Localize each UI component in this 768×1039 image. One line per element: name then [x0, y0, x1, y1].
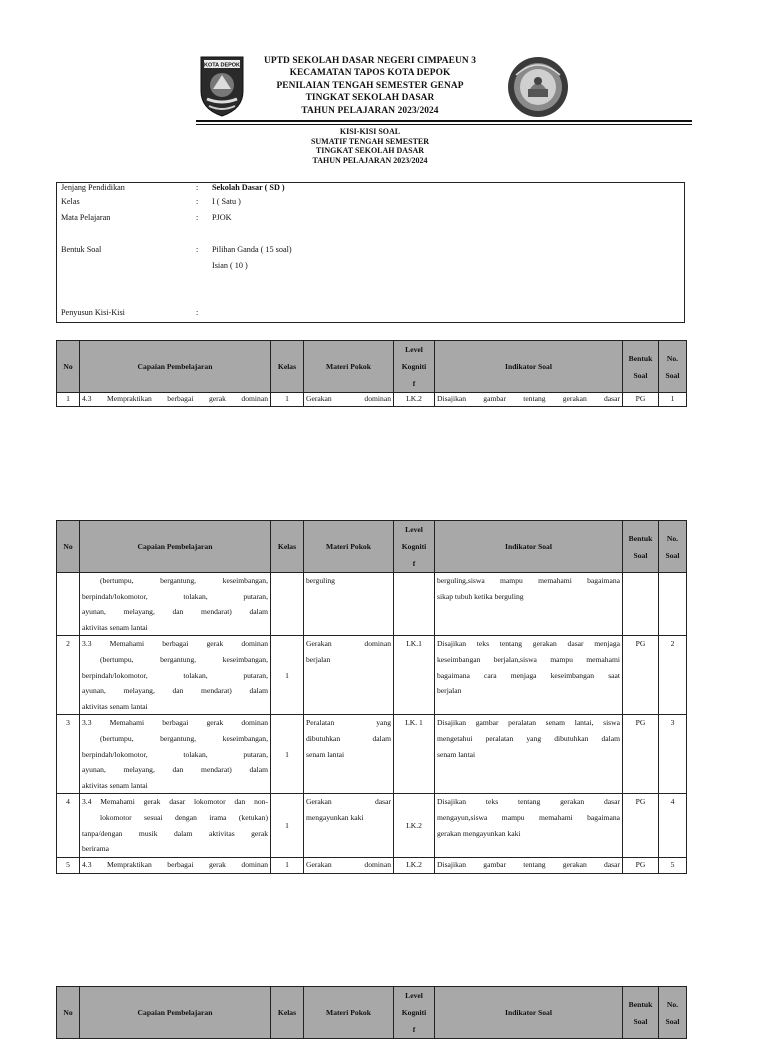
- table-row: [57, 794, 687, 858]
- col-header-materi: Materi Pokok: [304, 341, 394, 393]
- cell-kelas: [271, 573, 304, 636]
- header-line: Kogniti: [401, 542, 427, 551]
- cell-line: 3.3 Memahami berbagai gerak dominan: [82, 718, 268, 728]
- header-line: Soal: [665, 550, 680, 560]
- cell-line: 4.3 Mempraktikan berbagai gerak dominan: [82, 860, 268, 870]
- cell-line: (bertumpu, bergantung, keseimbangan,: [100, 733, 268, 743]
- cell-line: mengayunkan kaki: [306, 812, 364, 822]
- info-label: Mata Pelajaran: [61, 213, 111, 222]
- cell-bentuk: PG: [623, 636, 659, 715]
- cell-line: (bertumpu, bergantung, keseimbangan,: [100, 654, 268, 664]
- cell-bentuk: PG: [623, 715, 659, 794]
- cell-no: 5: [57, 858, 80, 874]
- col-header-bentuk: [623, 341, 659, 393]
- header-line: Level: [405, 345, 423, 354]
- col-header-capaian: Capaian Pembelajaran: [80, 521, 271, 573]
- header-line: Kogniti: [401, 1008, 427, 1017]
- school-header: [245, 55, 495, 117]
- cell-kelas: 1: [271, 636, 304, 715]
- cell-nosoal: 2: [659, 636, 687, 715]
- header-line: No.: [666, 353, 679, 363]
- cell-indikator: [435, 715, 623, 794]
- cell-line: berguling: [306, 576, 335, 585]
- info-value: Pilihan Ganda ( 15 soal): [212, 245, 292, 254]
- cell-indikator: [435, 794, 623, 858]
- cell-bentuk: PG: [623, 393, 659, 407]
- col-header-indikator: Indikator Soal: [435, 521, 623, 573]
- table-row: [57, 393, 687, 407]
- cell-line: Disajikan teks tentang gerakan dasar menjaga: [437, 639, 620, 649]
- title-line: TAHUN PELAJARAN 2023/2024: [312, 155, 428, 165]
- cell-indikator: [435, 393, 623, 407]
- cell-no: 3: [57, 715, 80, 794]
- cell-line: berpindah/lokomotor, tolakan, putaran,: [82, 591, 268, 601]
- cell-kelas: 1: [271, 393, 304, 407]
- info-label: Jenjang Pendidikan: [61, 183, 125, 192]
- cell-kelas: 1: [271, 794, 304, 858]
- info-label: Penyusun Kisi-Kisi: [61, 308, 125, 317]
- cell-level: LK. 1: [394, 715, 435, 794]
- document-title: [200, 127, 540, 165]
- col-header-capaian: Capaian Pembelajaran: [80, 341, 271, 393]
- cell-line: berirama: [82, 844, 109, 854]
- title-line: SUMATIF TENGAH SEMESTER: [310, 136, 430, 146]
- cell-line: Peralatan yang: [306, 718, 391, 728]
- school-line: UPTD SEKOLAH DASAR NEGERI CIMPAEUN 3: [263, 56, 477, 66]
- cell-line: tanpa/dengan musik dalam aktivitas gerak: [82, 828, 268, 838]
- school-line: PENILAIAN TENGAH SEMESTER GENAP: [276, 80, 464, 91]
- col-header-capaian: Capaian Pembelajaran: [80, 987, 271, 1039]
- cell-line: berguling,siswa mampu memahami bagaimana: [437, 576, 620, 585]
- cell-line: keseimbangan berjalan,siswa mampu memahami: [437, 654, 620, 664]
- header-line: Kogniti: [401, 362, 427, 371]
- school-line: KECAMATAN TAPOS KOTA DEPOK: [289, 68, 451, 79]
- cell-line: ayunan, melayang, dan mendarat) dalam: [82, 607, 268, 617]
- header-line: Soal: [665, 370, 680, 380]
- info-label: Kelas: [61, 197, 80, 206]
- info-colon: :: [196, 213, 199, 222]
- cell-line: berjalan: [306, 654, 331, 664]
- header-line: Level: [405, 991, 423, 1000]
- cell-bentuk: PG: [623, 794, 659, 858]
- info-value: Sekolah Dasar ( SD ): [212, 183, 285, 192]
- cell-no: 1: [57, 393, 80, 407]
- header-line: Bentuk: [628, 533, 653, 543]
- cell-bentuk: [623, 573, 659, 636]
- cell-no: [57, 573, 80, 636]
- cell-level: LK.2: [394, 794, 435, 858]
- header-line: Bentuk: [628, 999, 653, 1009]
- col-header-level: [394, 341, 435, 393]
- cell-line: 4.3 Mempraktikan berbagai gerak dominan: [82, 394, 268, 403]
- cell-line: mengayun,siswa mampu memahami bagaimana: [437, 812, 620, 822]
- cell-line: Gerakan dominan: [306, 639, 391, 649]
- cell-capaian: [80, 636, 271, 715]
- cell-no: 4: [57, 794, 80, 858]
- kisi-table-2: [56, 520, 687, 874]
- col-header-level: [394, 987, 435, 1039]
- cell-materi: [304, 573, 394, 636]
- header-line: f: [412, 379, 416, 388]
- cell-nosoal: 3: [659, 715, 687, 794]
- col-header-level: [394, 521, 435, 573]
- title-line: KISI-KISI SOAL: [339, 127, 401, 136]
- cell-line: ayunan, melayang, dan mendarat) dalam: [82, 686, 268, 696]
- table-header-row: [57, 521, 687, 573]
- cell-line: berjalan: [437, 686, 462, 696]
- title-line: TINGKAT SEKOLAH DASAR: [315, 146, 425, 155]
- info-value: PJOK: [212, 213, 232, 222]
- cell-indikator: [435, 573, 623, 636]
- cell-nosoal: 4: [659, 794, 687, 858]
- header-rule-thick: [196, 120, 692, 122]
- col-header-no: No: [57, 341, 80, 393]
- school-line: TAHUN PELAJARAN 2023/2024: [301, 105, 439, 116]
- school-emblem-logo: [506, 55, 570, 119]
- cell-line: aktivitas senam lantai: [82, 780, 148, 790]
- cell-line: Disajikan gambar tentang gerakan dasar: [437, 860, 620, 870]
- cell-no: 2: [57, 636, 80, 715]
- info-box: [56, 182, 685, 323]
- header-line: Bentuk: [628, 353, 653, 363]
- table-row: [57, 858, 687, 874]
- cell-line: Gerakan dominan: [306, 860, 391, 870]
- cell-line: (bertumpu, bergantung, keseimbangan,: [100, 576, 268, 585]
- cell-line: Disajikan gambar peralatan senam lantai, siswa: [437, 718, 620, 728]
- cell-indikator: [435, 636, 623, 715]
- cell-line: aktivitas senam lantai: [82, 622, 148, 632]
- header-rule-thin: [196, 124, 692, 125]
- cell-line: ayunan, melayang, dan mendarat) dalam: [82, 765, 268, 775]
- cell-capaian: [80, 573, 271, 636]
- header-line: Level: [405, 525, 423, 534]
- table-row: [57, 715, 687, 794]
- school-line: TINGKAT SEKOLAH DASAR: [305, 93, 435, 104]
- col-header-bentuk: [623, 987, 659, 1039]
- col-header-nosoal: [659, 521, 687, 573]
- info-value: I ( Satu ): [212, 197, 241, 206]
- col-header-no: No: [57, 987, 80, 1039]
- col-header-kelas: Kelas: [271, 521, 304, 573]
- col-header-indikator: Indikator Soal: [435, 987, 623, 1039]
- cell-materi: [304, 393, 394, 407]
- cell-nosoal: 1: [659, 393, 687, 407]
- col-header-materi: Materi Pokok: [304, 521, 394, 573]
- header-line: f: [412, 1025, 416, 1034]
- cell-level: LK.2: [394, 393, 435, 407]
- cell-capaian: [80, 393, 271, 407]
- cell-materi: [304, 858, 394, 874]
- cell-line: berpindah/lokomotor, tolakan, putaran,: [82, 670, 268, 680]
- info-colon: :: [196, 245, 199, 254]
- cell-line: gerakan mengayunkan kaki: [437, 828, 521, 838]
- cell-kelas: 1: [271, 715, 304, 794]
- cell-level: LK.1: [394, 636, 435, 715]
- info-colon: :: [196, 183, 199, 192]
- cell-materi: [304, 794, 394, 858]
- cell-line: Disajikan teks tentang gerakan dasar: [437, 797, 620, 807]
- col-header-no: No: [57, 521, 80, 573]
- table-header-row: [57, 341, 687, 393]
- logo-left-text: KOTA DEPOK: [203, 62, 241, 69]
- cell-line: mengetahui peralatan yang dibutuhkan dalam: [437, 733, 620, 743]
- cell-line: Disajikan gambar tentang gerakan dasar: [437, 394, 620, 403]
- kisi-table-1: [56, 340, 687, 407]
- table-row: [57, 636, 687, 715]
- table-header-row: [57, 987, 687, 1039]
- kota-depok-logo: [199, 55, 245, 117]
- cell-level: LK.2: [394, 858, 435, 874]
- cell-line: dibutuhkan dalam: [306, 733, 391, 743]
- cell-nosoal: [659, 573, 687, 636]
- header-line: f: [412, 559, 416, 568]
- cell-line: berpindah/lokomotor, tolakan, putaran,: [82, 749, 268, 759]
- col-header-kelas: Kelas: [271, 341, 304, 393]
- cell-line: bagaimana cara menjaga keseimbangan saat: [437, 670, 620, 680]
- header-line: Soal: [665, 1016, 680, 1026]
- cell-capaian: [80, 794, 271, 858]
- cell-line: 3.4 Memahami gerak dasar lokomotor dan non-: [82, 797, 268, 807]
- cell-line: Gerakan dasar: [306, 797, 391, 807]
- col-header-kelas: Kelas: [271, 987, 304, 1039]
- info-colon: :: [196, 197, 199, 206]
- kisi-table-3: [56, 986, 687, 1039]
- col-header-nosoal: [659, 341, 687, 393]
- col-header-indikator: Indikator Soal: [435, 341, 623, 393]
- col-header-materi: Materi Pokok: [304, 987, 394, 1039]
- info-value: Isian ( 10 ): [212, 261, 248, 270]
- cell-kelas: 1: [271, 858, 304, 874]
- cell-line: 3.3 Memahami berbagai gerak dominan: [82, 639, 268, 649]
- cell-line: lokomotor sesuai dengan irama (ketukan): [100, 812, 268, 822]
- cell-indikator: [435, 858, 623, 874]
- table-row-continued: [57, 573, 687, 636]
- cell-level: [394, 573, 435, 636]
- header-line: No.: [666, 999, 679, 1009]
- cell-line: sikap tubuh ketika berguling: [437, 591, 524, 601]
- cell-capaian: [80, 715, 271, 794]
- cell-line: aktivitas senam lantai: [82, 701, 148, 711]
- info-colon: :: [196, 308, 199, 317]
- col-header-nosoal: [659, 987, 687, 1039]
- cell-line: Gerakan dominan: [306, 394, 391, 403]
- header-line: Soal: [633, 370, 648, 380]
- cell-capaian: [80, 858, 271, 874]
- cell-nosoal: 5: [659, 858, 687, 874]
- col-header-bentuk: [623, 521, 659, 573]
- info-label: Bentuk Soal: [61, 245, 102, 254]
- header-line: Soal: [633, 550, 648, 560]
- cell-line: senam lantai: [437, 749, 476, 759]
- cell-materi: [304, 636, 394, 715]
- cell-materi: [304, 715, 394, 794]
- cell-bentuk: PG: [623, 858, 659, 874]
- header-line: Soal: [633, 1016, 648, 1026]
- header-line: No.: [666, 533, 679, 543]
- cell-line: senam lantai: [306, 749, 345, 759]
